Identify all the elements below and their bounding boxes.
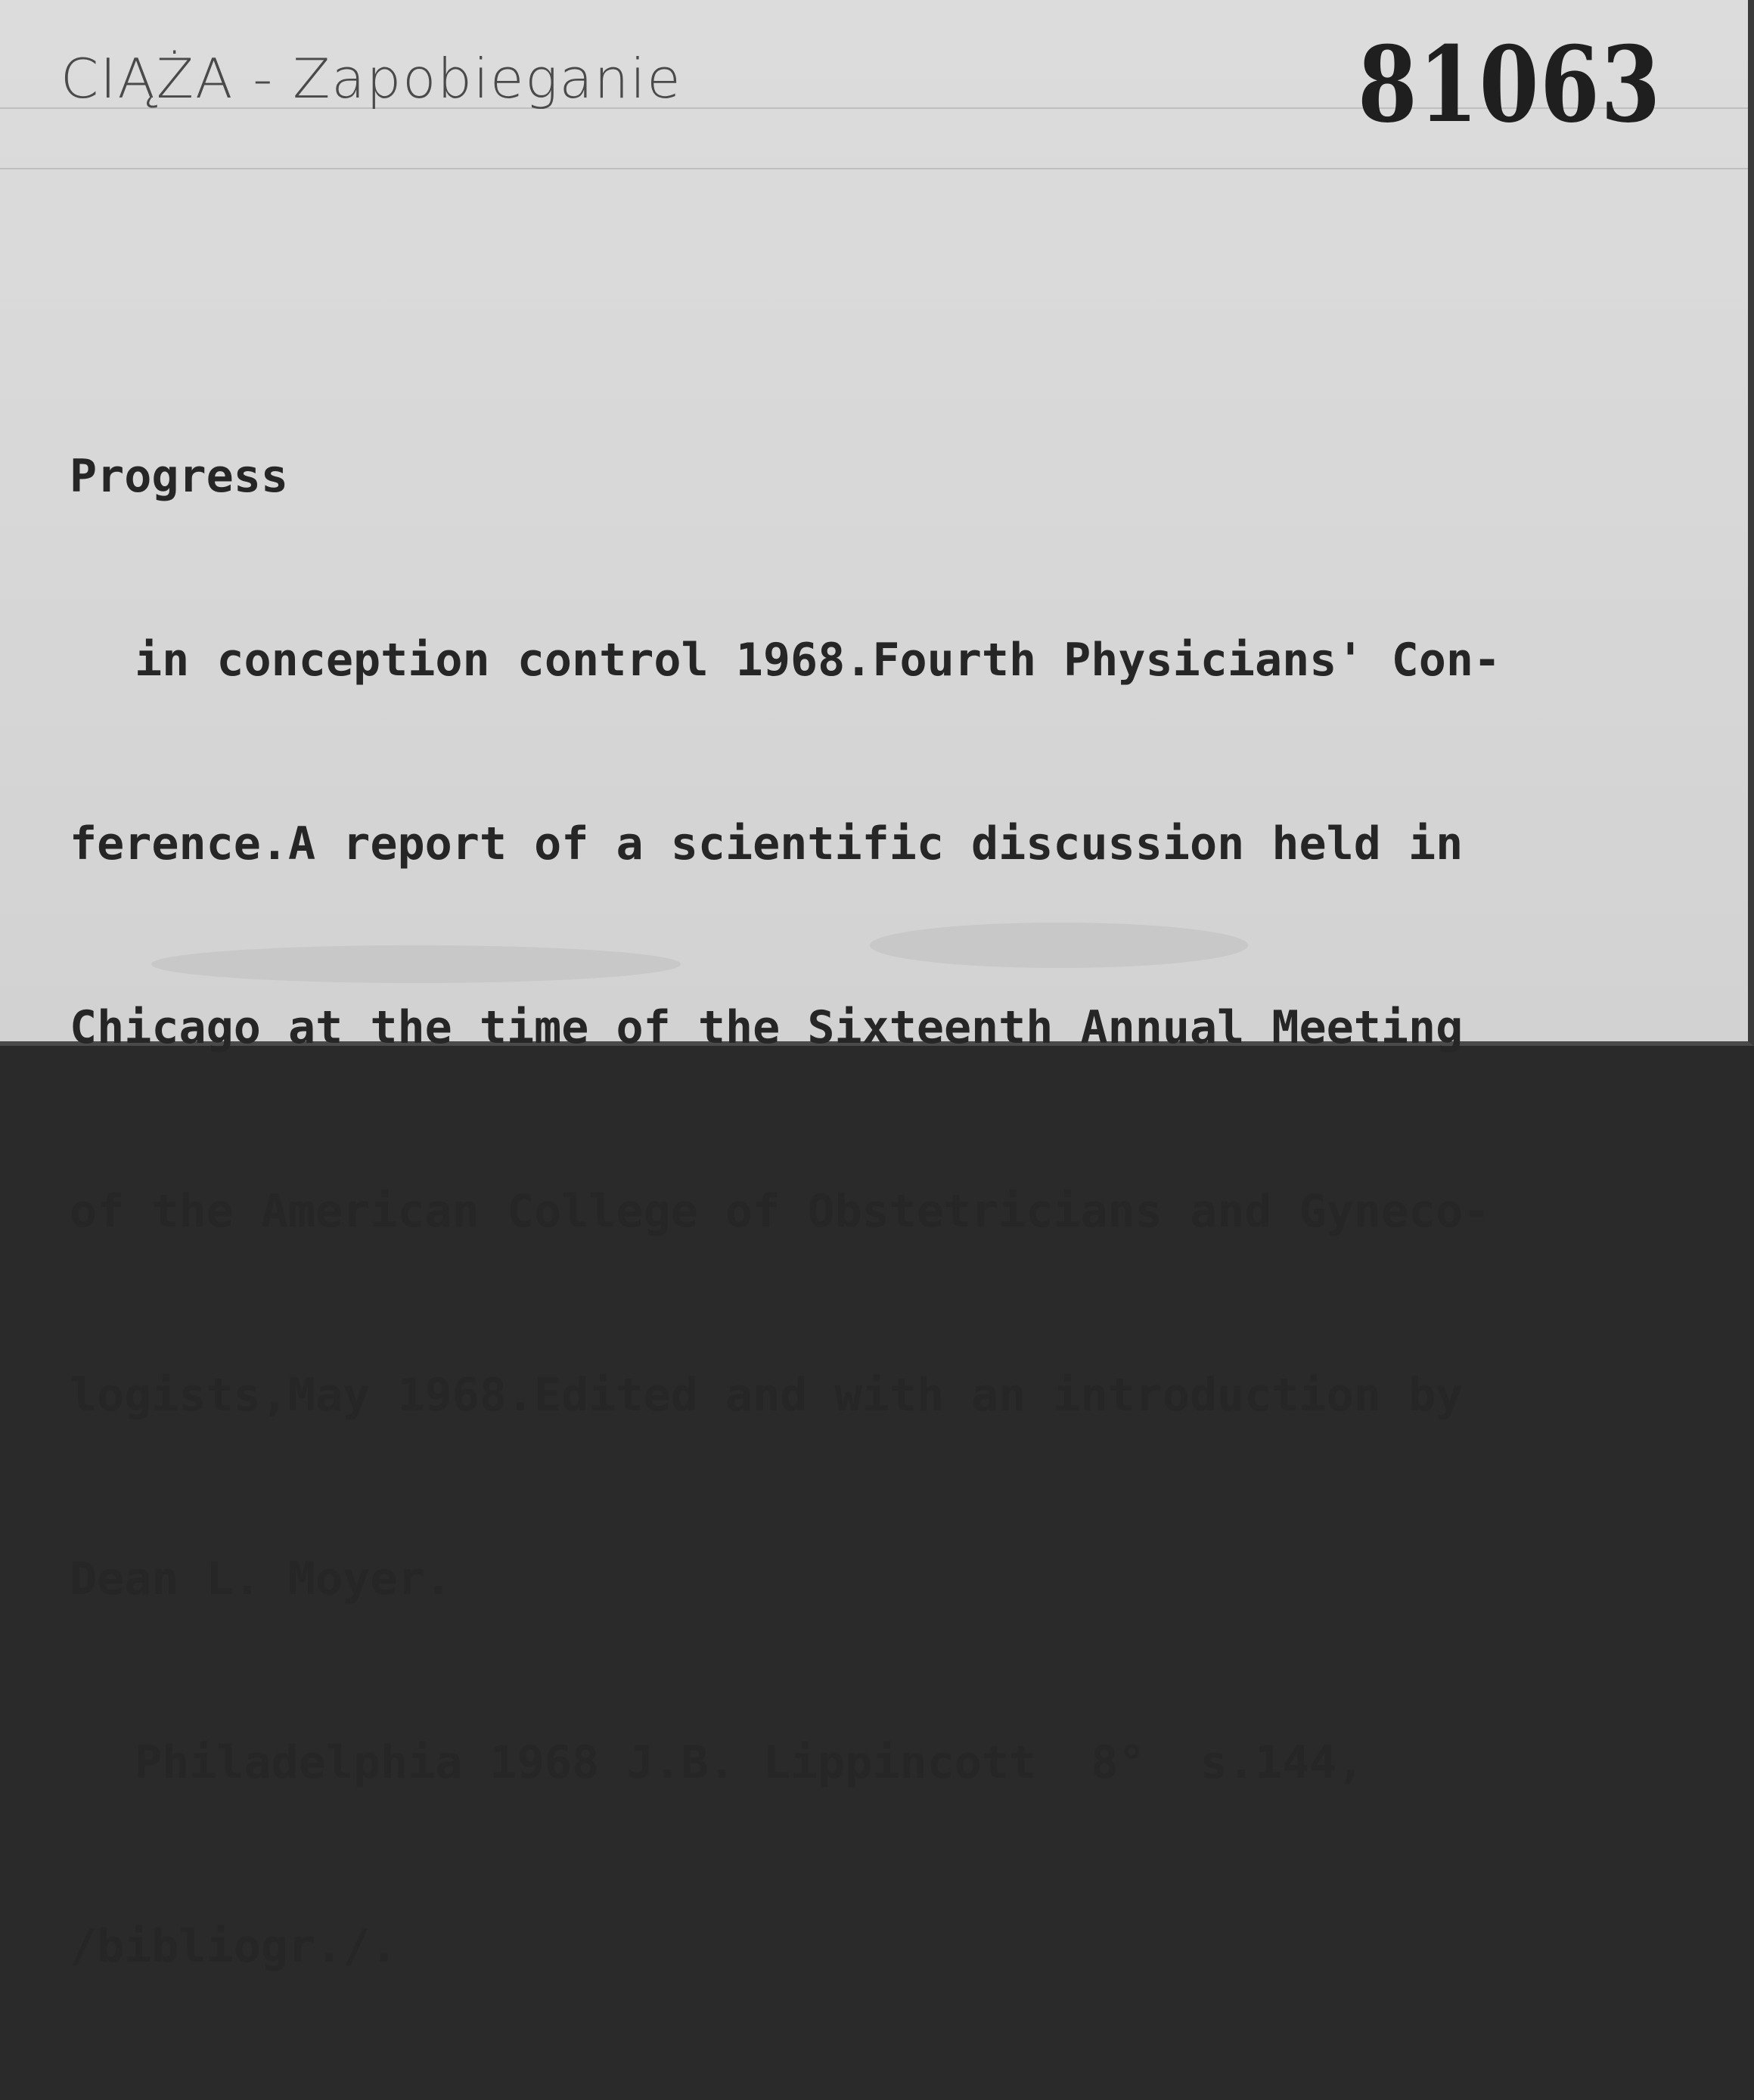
imprint-line: /bibliogr./.	[70, 1920, 398, 1973]
entry-line: of the American College of Obstetricians and Gyneco-	[70, 1185, 1491, 1238]
entry-title: Progress	[70, 450, 288, 503]
entry-line: ference.A report of a scientific discussion held in	[70, 817, 1464, 870]
entry-line: Dean L. Moyer.	[70, 1553, 452, 1605]
entry-line: in conception control 1968.Fourth Physicians' Con-	[135, 634, 1501, 687]
subject-heading: CIĄŻA - Zapobieganie	[61, 47, 682, 110]
entry-line: logists,May 1968.Edited and with an introduction by	[70, 1369, 1464, 1422]
guide-rule	[0, 168, 1748, 169]
bibliographic-entry	[70, 324, 1501, 2100]
entry-line: Chicago at the time of the Sixteenth Annual Meeting	[70, 1001, 1464, 1054]
card-number: 81063	[1358, 23, 1662, 146]
imprint-line: Philadelphia 1968 J.B. Lippincott 8° s.144,	[135, 1736, 1364, 1789]
